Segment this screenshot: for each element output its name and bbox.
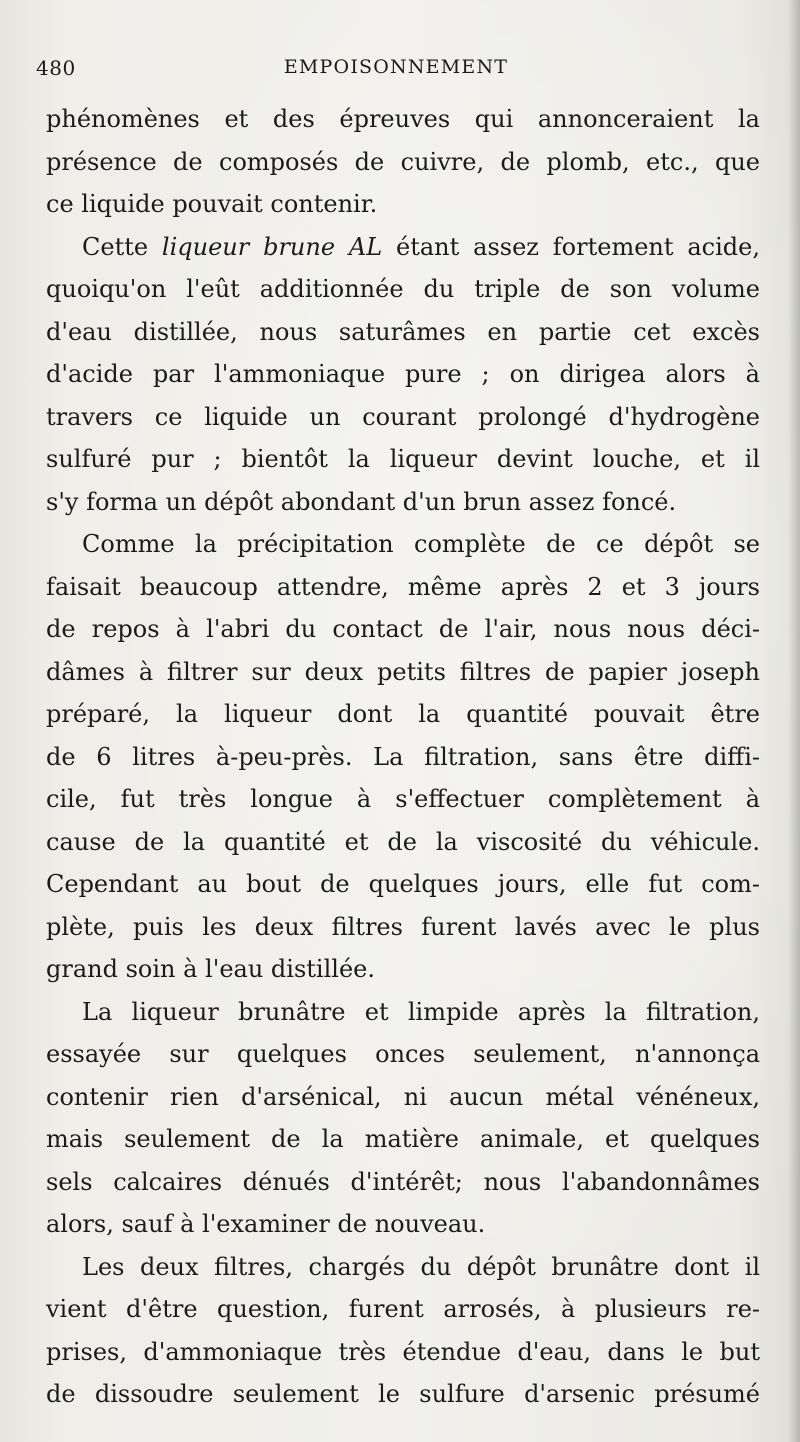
text-line: plète, puis les deux filtres furent lavés avec le plus [46, 912, 760, 941]
text-line: essayée sur quelques onces seulement, n'annonça [46, 1040, 760, 1068]
text-line: dâmes à filtrer sur deux petits filtres de papier joseph [46, 657, 760, 686]
paragraph-first-line: Les deux filtres, chargés du dépôt brunâtre dont il [82, 1252, 760, 1281]
running-title: EMPOISONNEMENT [283, 56, 509, 78]
paragraph-first-line: Comme la précipitation complète de ce dépôt se [82, 530, 760, 558]
text-run: étant assez fortement acide, [382, 232, 760, 261]
text-line: vient d'être question, furent arrosés, à plusieurs re- [46, 1295, 760, 1323]
text-line: sulfuré pur ; bientôt la liqueur devint louche, et il [46, 445, 760, 473]
text-line: de 6 litres à-peu-près. La filtration, sans être diffi- [46, 742, 760, 771]
text-line: d'eau distillée, nous saturâmes en partie cet excès [46, 317, 760, 346]
text-run: Cette [82, 232, 162, 261]
text-line: sels calcaires dénués d'intérêt; nous l'abandonnâmes [46, 1167, 760, 1196]
text-line: mais seulement de la matière animale, et quelques [46, 1125, 760, 1153]
text-line: cause de la quantité et de la viscosité du véhicule. [46, 827, 760, 856]
page-header [36, 56, 756, 86]
text-line: faisait beaucoup attendre, même après 2 et 3 jours [46, 572, 760, 601]
text-line: s'y forma un dépôt abondant d'un brun assez foncé. [46, 487, 677, 516]
text-line: ce liquide pouvait contenir. [46, 190, 378, 218]
text-line: préparé, la liqueur dont la quantité pouvait être [46, 700, 760, 728]
text-line: quoiqu'on l'eût additionnée du triple de son volume [46, 275, 760, 303]
paragraph-first-line [46, 226, 760, 269]
text-line: grand soin à l'eau distillée. [46, 955, 375, 983]
italic-text: liqueur brune AL [161, 232, 383, 261]
paragraph-first-line: La liqueur brunâtre et limpide après la filtration, [82, 997, 760, 1026]
text-line: cile, fut très longue à s'effectuer complètement à [46, 785, 760, 813]
text-line: Cependant au bout de quelques jours, elle fut com- [46, 870, 760, 898]
text-line: phénomènes et des épreuves qui annonceraient la [46, 105, 760, 133]
text-line: de repos à l'abri du contact de l'air, nous nous déci- [46, 615, 760, 643]
text-line: prises, d'ammoniaque très étendue d'eau, dans le but [46, 1337, 760, 1366]
text-line: alors, sauf à l'examiner de nouveau. [46, 1210, 486, 1238]
page-edge-shadow [788, 0, 800, 1442]
page-number: 480 [36, 56, 76, 80]
text-line: de dissoudre seulement le sulfure d'arsenic présumé [46, 1380, 760, 1408]
text-line: présence de composés de cuivre, de plomb, etc., que [46, 147, 760, 176]
text-line: travers ce liquide un courant prolongé d'hydrogène [46, 402, 760, 431]
text-line: contenir rien d'arsénical, ni aucun métal vénéneux, [46, 1082, 760, 1111]
body-text [46, 98, 760, 1416]
text-line: d'acide par l'ammoniaque pure ; on dirigea alors à [46, 360, 760, 388]
